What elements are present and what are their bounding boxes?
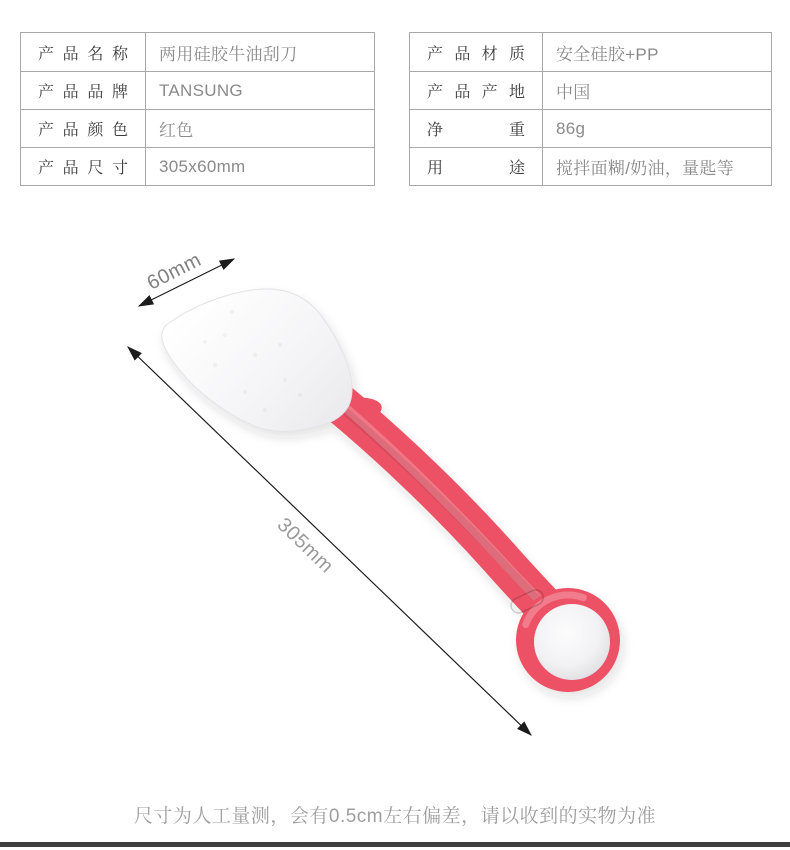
- spec-value-text: TANSUNG: [159, 80, 243, 100]
- spec-label-text: 产品名称: [38, 45, 128, 63]
- spec-value-text: 305x60mm: [159, 156, 246, 176]
- spec-value-text: 红色: [159, 121, 194, 140]
- bottom-divider: [0, 842, 790, 847]
- spec-label-text: 产品品牌: [38, 84, 128, 101]
- dimension-length-label: 305mm: [272, 513, 338, 578]
- spec-value-text: 搅拌面糊/奶油，量匙等: [556, 159, 735, 178]
- spec-label-text: 净重: [427, 122, 525, 139]
- dimension-width-label: 60mm: [143, 248, 205, 295]
- spec-label-text: 用途: [427, 160, 525, 177]
- spec-label-text: 产品材质: [427, 45, 525, 63]
- spoon-bowl: [534, 604, 610, 680]
- size-disclaimer-note: 尺寸为人工量测，会有0.5cm左右偏差，请以收到的实物为准: [133, 806, 657, 827]
- spatula-blade: [162, 289, 352, 431]
- spec-label-text: 产品颜色: [38, 122, 128, 139]
- spec-value-text: 两用硅胶牛油刮刀: [159, 44, 298, 64]
- spec-value-text: 中国: [556, 83, 591, 102]
- spatula-product: [162, 289, 620, 692]
- spec-label-text: 产品产地: [427, 84, 525, 101]
- spec-value-text: 86g: [556, 118, 586, 138]
- spec-label-text: 产品尺寸: [38, 160, 128, 177]
- spec-value-text: 安全硅胶+PP: [556, 44, 659, 64]
